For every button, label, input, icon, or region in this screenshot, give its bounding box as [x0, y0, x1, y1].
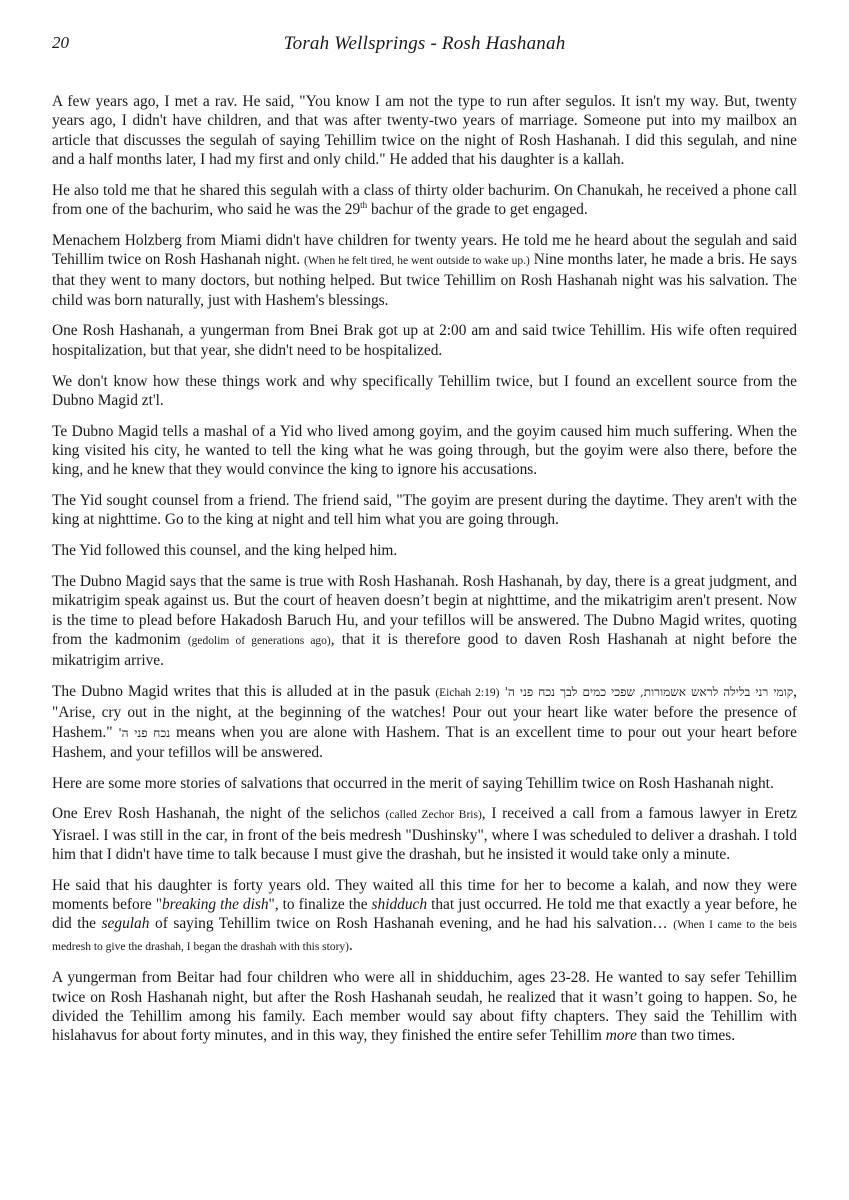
ordinal-superscript: th — [360, 199, 368, 210]
body-text — [52, 92, 797, 1057]
hebrew-phrase: נכח פני ה' — [118, 725, 171, 740]
page-number: 20 — [52, 33, 69, 52]
italic-term: segulah — [101, 915, 150, 933]
parenthetical-note: (gedolim of generations ago) — [187, 634, 331, 647]
parenthetical-note: (When he felt tired, he went outside to wake up.) — [304, 255, 530, 268]
paragraph-5: We don't know how these things work and why specifically Tehillim twice, but I found an excellent source from the Dubno Magid zt'l. — [52, 372, 797, 409]
page-header — [52, 33, 797, 57]
paragraph-10: The Dubno Magid writes that this is alluded at in the pasuk (Eichah 2:19) קומי רני בלילה לראש אשמורות, שפכי כמים לבך נכח פני ה', "Arise, cry out in the night, at the beginning of the watches! Pour out your heart like water before the presence of Hashem." נכח פני ה' means when you are alone with Hashem. That is an excellent time to pour out your heart before Hashem, and your tefillos will be answered. — [52, 682, 797, 761]
source-reference: (Eichah 2:19) — [435, 686, 500, 699]
paragraph-7: The Yid sought counsel from a friend. The friend said, "The goyim are present during the daytime. They aren't with the king at nighttime. Go to the king at night and tell him what you are going through. — [52, 492, 797, 529]
paragraph-11: Here are some more stories of salvations that occurred in the merit of saying Tehillim twice on Rosh Hashanah night. — [52, 774, 774, 792]
paragraph-3: Menachem Holzberg from Miami didn't have children for twenty years. He told me he heard about the segulah and said Tehillim twice on Rosh Hashanah night. (When he felt tired, he went outside to wake up.) Nine months later, he made a bris. He says that they went to many doctors, but nothing helped. But twice Tehillim on Rosh Hashanah night was his salvation. The child was born naturally, just with Hashem's blessings. — [52, 231, 797, 309]
paragraph-1: A few years ago, I met a rav. He said, "You know I am not the type to run after segulos. It isn't my way. But, twenty years ago, I didn't have children, and that was after twenty-two years of marriage. Someone put into my mailbox an article that discusses the segulah of saying Tehillim twice on the night of Rosh Hashanah. I did this segulah, and nine and a half months later, I had my first and only child." He added that his daughter is a kallah. — [52, 93, 797, 168]
running-title: Torah Wellsprings - Rosh Hashanah — [283, 33, 566, 54]
paragraph-6: Te Dubno Magid tells a mashal of a Yid who lived among goyim, and the goyim caused him much suffering. When the king visited his city, he wanted to tell the king what he was going through, but the goyim were also there, before the king, and he knew that they would convince the king to ignore his accusations. — [52, 422, 797, 479]
parenthetical-note: (When I came to the beis medresh to give the drashah, I began the drashah with this story) — [52, 919, 797, 953]
paragraph-9: The Dubno Magid says that the same is true with Rosh Hashanah. Rosh Hashanah, by day, there is a great judgment, and mikatrigim speak against us. But the court of heaven doesn’t begin at nighttime, and the mikatrigim aren't present. Now is the time to plead before Hakadosh Baruch Hu, and your tefillos will be answered. The Dubno Magid writes, quoting from the kadmonim (gedolim of generations ago), that it is therefore good to daven Rosh Hashanah at night before the mikatrigim arrive. — [52, 572, 797, 670]
hebrew-quote: קומי רני בלילה לראש אשמורות, שפכי כמים לבך נכח פני ה' — [504, 684, 794, 699]
paragraph-4: One Rosh Hashanah, a yungerman from Bnei Brak got up at 2:00 am and said twice Tehillim. His wife often required hospitalization, but that year, she didn't need to be hospitalized. — [52, 322, 797, 359]
paragraph-12: One Erev Rosh Hashanah, the night of the selichos (called Zechor Bris), I received a call from a famous lawyer in Eretz Yisrael. I was still in the car, in front of the beis medresh "Dushinsky", where I was scheduled to deliver a drashah. I told him that I didn't have time to talk because I must give the drashah, but he insisted it would take only a minute. — [52, 805, 797, 863]
italic-term: breaking the dish — [161, 896, 269, 914]
paragraph-8: The Yid followed this counsel, and the king helped him. — [52, 542, 398, 560]
italic-term: shidduch — [371, 896, 428, 914]
paragraph-2: He also told me that he shared this segulah with a class of thirty older bachurim. On Chanukah, he received a phone call from one of the bachurim, who said he was the 29th bachur of the grade to get engaged. — [52, 181, 797, 218]
italic-term: more — [605, 1027, 637, 1045]
paragraph-14: A yungerman from Beitar had four children who were all in shidduchim, ages 23-28. He wanted to say sefer Tehillim twice on Rosh Hashanah night, but after the Rosh Hashanah seudah, he realized that it wasn’t going to happen. So, he divided the Tehillim among his family. Each member would say about fifty chapters. They said the Tehillim with hislahavus for about forty minutes, and in this way, they finished the entire sefer Tehillim more than two times. — [52, 969, 797, 1045]
paragraph-13: He said that his daughter is forty years old. They waited all this time for her to become a kalah, and now they were moments before "breaking the dish", to finalize the shidduch that just occurred. He told me that exactly a year before, he did the segulah of saying Tehillim twice on Rosh Hashanah evening, and he had his salvation… (When I came to the beis medresh to give the drashah, I began the drashah with this story). — [52, 876, 798, 954]
parenthetical-note: (called Zechor Bris) — [385, 809, 482, 822]
